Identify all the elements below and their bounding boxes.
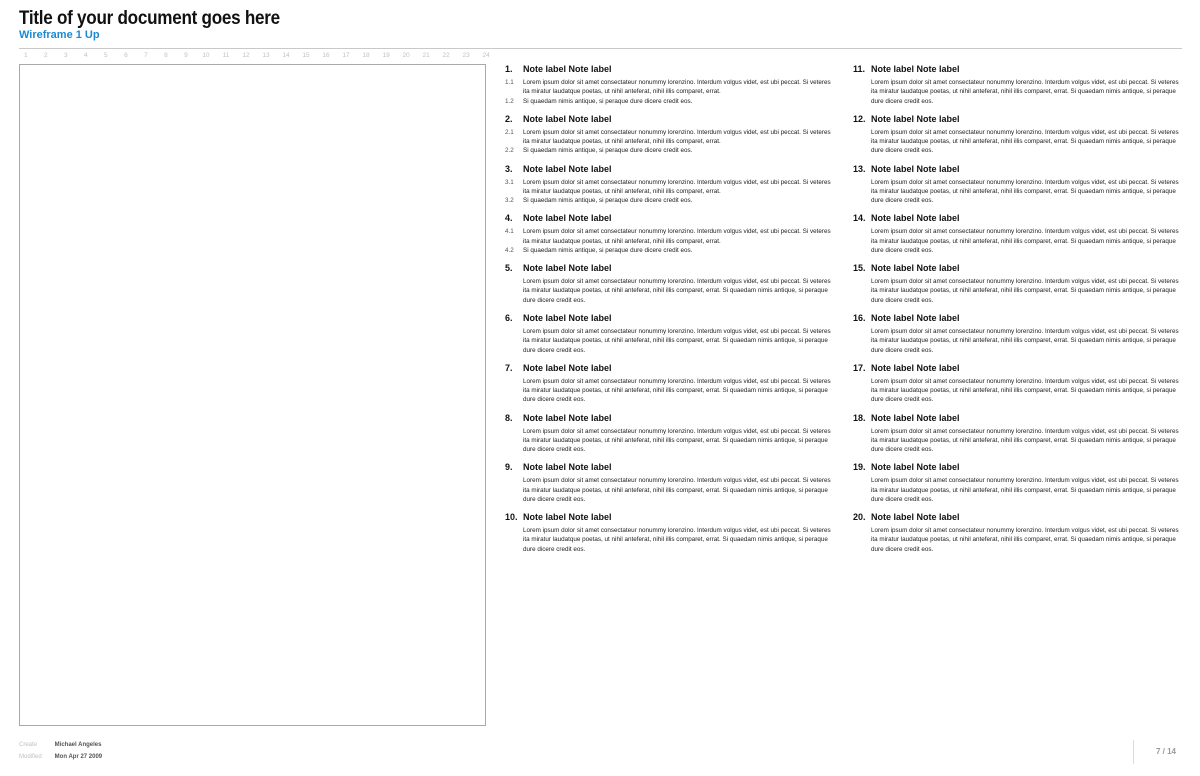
note-item [853, 313, 1183, 363]
ruler-tick: 20 [402, 52, 410, 59]
ruler-tick: 5 [104, 52, 108, 59]
note-body [523, 427, 835, 455]
note-body [523, 377, 835, 405]
note-heading [853, 263, 1183, 275]
note-subitem-text: Si quaedam nimis antique, si peraque dure dicere credit eos. [523, 147, 693, 155]
ruler-tick: 8 [164, 52, 168, 59]
note-label: Note label Note label [871, 113, 960, 124]
note-item [505, 363, 835, 413]
note-text: Lorem ipsum dolor sit amet consectateur nonummy lorenzino. Interdum volgus videt, est ubi peccat. Si veteres ita miratur laudatque poetas, ut nihil anteferat, nihil illis comparet, errat. Si quaedam nimis antique, si peraque dure dicere credit eos. [871, 377, 1179, 404]
ruler-tick: 24 [482, 52, 490, 59]
note-number: 5. [505, 263, 513, 274]
ruler-tick: 12 [242, 52, 250, 59]
ruler-tick: 16 [322, 52, 330, 59]
notes-column-left [505, 64, 835, 562]
note-subitem-number: 4.1 [505, 228, 514, 236]
note-label: Note label Note label [871, 64, 960, 74]
note-subitem-text: Si quaedam nimis antique, si peraque dure dicere credit eos. [523, 97, 693, 105]
note-number: 6. [505, 312, 513, 323]
note-heading [505, 263, 835, 275]
note-body [871, 377, 1183, 405]
header-divider [19, 48, 1182, 49]
note-heading [505, 462, 835, 474]
pager-divider [1133, 740, 1134, 764]
note-heading [505, 164, 835, 176]
note-item [505, 313, 835, 363]
note-text: Lorem ipsum dolor sit amet consectateur nonummy lorenzino. Interdum volgus videt, est ubi peccat. Si veteres ita miratur laudatque poetas, ut nihil anteferat, nihil illis comparet, errat. Si quaedam nimis antique, si peraque dure dicere credit eos. [523, 327, 831, 354]
note-heading [853, 462, 1183, 474]
note-text: Lorem ipsum dolor sit amet consectateur nonummy lorenzino. Interdum volgus videt, est ubi peccat. Si veteres ita miratur laudatque poetas, ut nihil anteferat, nihil illis comparet, errat. Si quaedam nimis antique, si peraque dure dicere credit eos. [871, 278, 1179, 304]
note-body [523, 277, 835, 305]
note-number: 7. [505, 362, 513, 373]
note-item [853, 114, 1183, 164]
note-body [871, 526, 1183, 554]
page-indicator: 7 / 14 [1155, 747, 1176, 756]
note-body [871, 427, 1183, 455]
note-heading [853, 114, 1183, 126]
note-text: Lorem ipsum dolor sit amet consectateur nonummy lorenzino. Interdum volgus videt, est ubi peccat. Si veteres ita miratur laudatque poetas, ut nihil anteferat, nihil illis comparet, errat. Si quaedam nimis antique, si peraque dure dicere credit eos. [871, 79, 1179, 105]
ruler-tick: 19 [382, 52, 390, 59]
note-label: Note label Note label [523, 163, 612, 174]
note-heading [853, 313, 1183, 325]
note-label: Note label Note label [523, 462, 612, 473]
note-item [853, 363, 1183, 413]
note-subitem [505, 227, 835, 246]
note-item [853, 64, 1183, 114]
note-subitem [505, 78, 835, 97]
note-heading [853, 512, 1183, 524]
wireframe-canvas [19, 64, 486, 726]
ruler-tick: 17 [342, 52, 350, 59]
note-number: 10. [505, 512, 518, 523]
note-item [853, 512, 1183, 562]
note-number: 2. [505, 113, 513, 124]
note-body [871, 327, 1183, 355]
note-body [505, 178, 835, 206]
note-body [505, 227, 835, 255]
note-number: 1. [505, 64, 513, 74]
note-body [871, 128, 1183, 156]
ruler-tick: 23 [462, 52, 470, 59]
note-item [505, 512, 835, 562]
note-heading [505, 114, 835, 126]
note-text: Lorem ipsum dolor sit amet consectateur nonummy lorenzino. Interdum volgus videt, est ubi peccat. Si veteres ita miratur laudatque poetas, ut nihil anteferat, nihil illis comparet, errat. Si quaedam nimis antique, si peraque dure dicere credit eos. [871, 477, 1179, 503]
note-subitem [505, 97, 835, 106]
ruler-tick: 14 [282, 52, 290, 59]
note-heading [505, 313, 835, 325]
note-body [871, 178, 1183, 206]
ruler-tick: 4 [84, 52, 88, 59]
note-subitem-number: 2.1 [505, 128, 514, 136]
note-subitem [505, 128, 835, 147]
note-subitem-number: 2.2 [505, 147, 514, 155]
notes-column-right [853, 64, 1183, 562]
note-item [853, 263, 1183, 313]
note-body [523, 327, 835, 355]
note-text: Lorem ipsum dolor sit amet consectateur nonummy lorenzino. Interdum volgus videt, est ubi peccat. Si veteres ita miratur laudatque poetas, ut nihil anteferat, nihil illis comparet, errat. Si quaedam nimis antique, si peraque dure dicere credit eos. [523, 278, 831, 304]
note-body [523, 476, 835, 504]
modified-value: Mon Apr 27 2009 [54, 754, 103, 760]
note-subitem-number: 3.2 [505, 197, 514, 205]
created-key: Create [19, 742, 38, 748]
note-body [871, 476, 1183, 504]
note-label: Note label Note label [523, 512, 612, 523]
note-number: 20. [853, 512, 866, 523]
note-subitem-text: Lorem ipsum dolor sit amet consectateur nonummy lorenzino. Interdum volgus videt, est ubi peccat. Si veteres ita miratur laudatque poetas, ut nihil anteferat, nihil illis comparet, errat. [523, 128, 831, 146]
note-number: 4. [505, 213, 513, 224]
created-meta [19, 742, 101, 748]
note-label: Note label Note label [871, 512, 960, 523]
ruler-tick: 9 [184, 52, 188, 59]
note-item [505, 114, 835, 164]
note-subitem [505, 246, 835, 255]
column-ruler [16, 52, 496, 62]
ruler-tick: 7 [144, 52, 148, 59]
note-heading [505, 363, 835, 375]
note-label: Note label Note label [871, 213, 960, 224]
ruler-tick: 15 [302, 52, 310, 59]
note-number: 18. [853, 412, 866, 423]
note-text: Lorem ipsum dolor sit amet consectateur nonummy lorenzino. Interdum volgus videt, est ubi peccat. Si veteres ita miratur laudatque poetas, ut nihil anteferat, nihil illis comparet, errat. Si quaedam nimis antique, si peraque dure dicere credit eos. [871, 178, 1179, 205]
note-item [853, 462, 1183, 512]
note-text: Lorem ipsum dolor sit amet consectateur nonummy lorenzino. Interdum volgus videt, est ubi peccat. Si veteres ita miratur laudatque poetas, ut nihil anteferat, nihil illis comparet, errat. Si quaedam nimis antique, si peraque dure dicere credit eos. [523, 477, 831, 503]
note-text: Lorem ipsum dolor sit amet consectateur nonummy lorenzino. Interdum volgus videt, est ubi peccat. Si veteres ita miratur laudatque poetas, ut nihil anteferat, nihil illis comparet, errat. Si quaedam nimis antique, si peraque dure dicere credit eos. [523, 527, 831, 553]
note-text: Lorem ipsum dolor sit amet consectateur nonummy lorenzino. Interdum volgus videt, est ubi peccat. Si veteres ita miratur laudatque poetas, ut nihil anteferat, nihil illis comparet, errat. Si quaedam nimis antique, si peraque dure dicere credit eos. [871, 527, 1179, 553]
note-number: 9. [505, 462, 513, 473]
note-subitem-number: 3.1 [505, 178, 514, 186]
note-label: Note label Note label [871, 163, 960, 174]
document-title: Title of your document goes here [19, 8, 280, 29]
ruler-tick: 21 [422, 52, 430, 59]
note-subitem [505, 178, 835, 197]
note-label: Note label Note label [523, 64, 612, 74]
note-item [505, 462, 835, 512]
note-body [505, 78, 835, 106]
note-label: Note label Note label [871, 412, 960, 423]
note-item [505, 263, 835, 313]
note-body [523, 526, 835, 554]
note-number: 11. [853, 64, 866, 74]
note-text: Lorem ipsum dolor sit amet consectateur nonummy lorenzino. Interdum volgus videt, est ubi peccat. Si veteres ita miratur laudatque poetas, ut nihil anteferat, nihil illis comparet, errat. Si quaedam nimis antique, si peraque dure dicere credit eos. [523, 377, 831, 404]
note-item [853, 164, 1183, 214]
note-subitem-text: Lorem ipsum dolor sit amet consectateur nonummy lorenzino. Interdum volgus videt, est ubi peccat. Si veteres ita miratur laudatque poetas, ut nihil anteferat, nihil illis comparet, errat. [523, 79, 831, 96]
note-text: Lorem ipsum dolor sit amet consectateur nonummy lorenzino. Interdum volgus videt, est ubi peccat. Si veteres ita miratur laudatque poetas, ut nihil anteferat, nihil illis comparet, errat. Si quaedam nimis antique, si peraque dure dicere credit eos. [871, 128, 1179, 155]
note-heading [505, 213, 835, 225]
ruler-tick: 1 [23, 52, 28, 59]
note-heading [853, 363, 1183, 375]
note-heading [853, 64, 1183, 76]
note-text: Lorem ipsum dolor sit amet consectateur nonummy lorenzino. Interdum volgus videt, est ubi peccat. Si veteres ita miratur laudatque poetas, ut nihil anteferat, nihil illis comparet, errat. Si quaedam nimis antique, si peraque dure dicere credit eos. [523, 427, 831, 454]
note-text: Lorem ipsum dolor sit amet consectateur nonummy lorenzino. Interdum volgus videt, est ubi peccat. Si veteres ita miratur laudatque poetas, ut nihil anteferat, nihil illis comparet, errat. Si quaedam nimis antique, si peraque dure dicere credit eos. [871, 228, 1179, 254]
note-subitem-number: 1.1 [505, 79, 514, 86]
note-body [505, 128, 835, 156]
note-label: Note label Note label [523, 213, 612, 224]
note-label: Note label Note label [523, 312, 612, 323]
ruler-tick: 13 [262, 52, 270, 59]
note-item [853, 413, 1183, 463]
note-label: Note label Note label [523, 412, 612, 423]
note-number: 12. [853, 113, 866, 124]
note-label: Note label Note label [523, 362, 612, 373]
note-heading [853, 413, 1183, 425]
note-subitem-text: Si quaedam nimis antique, si peraque dure dicere credit eos. [523, 197, 693, 205]
note-subitem-number: 4.2 [505, 246, 514, 254]
note-text: Lorem ipsum dolor sit amet consectateur nonummy lorenzino. Interdum volgus videt, est ubi peccat. Si veteres ita miratur laudatque poetas, ut nihil anteferat, nihil illis comparet, errat. Si quaedam nimis antique, si peraque dure dicere credit eos. [871, 327, 1179, 354]
note-body [871, 277, 1183, 305]
note-label: Note label Note label [871, 462, 960, 473]
note-number: 3. [505, 163, 513, 174]
note-item [505, 164, 835, 214]
note-item [505, 64, 835, 114]
note-text: Lorem ipsum dolor sit amet consectateur nonummy lorenzino. Interdum volgus videt, est ubi peccat. Si veteres ita miratur laudatque poetas, ut nihil anteferat, nihil illis comparet, errat. Si quaedam nimis antique, si peraque dure dicere credit eos. [871, 427, 1179, 454]
note-heading [505, 64, 835, 76]
note-label: Note label Note label [871, 312, 960, 323]
note-body [871, 78, 1183, 106]
note-label: Note label Note label [523, 263, 612, 274]
note-subitem-number: 1.2 [505, 97, 514, 105]
note-heading [853, 213, 1183, 225]
note-number: 14. [853, 213, 866, 224]
note-number: 8. [505, 412, 513, 423]
note-subitem-text: Lorem ipsum dolor sit amet consectateur nonummy lorenzino. Interdum volgus videt, est ubi peccat. Si veteres ita miratur laudatque poetas, ut nihil anteferat, nihil illis comparet, errat. [523, 178, 831, 195]
note-item [505, 413, 835, 463]
ruler-tick: 2 [44, 52, 48, 59]
note-item [853, 213, 1183, 263]
note-heading [505, 512, 835, 524]
note-subitem [505, 146, 835, 155]
ruler-tick: 18 [362, 52, 370, 59]
ruler-tick: 10 [202, 52, 210, 59]
modified-key: Modified [19, 754, 42, 760]
note-item [505, 213, 835, 263]
note-heading [505, 413, 835, 425]
note-number: 16. [853, 312, 866, 323]
note-heading [853, 164, 1183, 176]
ruler-tick: 22 [442, 52, 450, 59]
note-number: 17. [853, 362, 866, 373]
created-value: Michael Angeles [54, 742, 102, 748]
note-number: 13. [853, 163, 866, 174]
note-body [871, 227, 1183, 255]
note-subitem-text: Lorem ipsum dolor sit amet consectateur nonummy lorenzino. Interdum volgus videt, est ubi peccat. Si veteres ita miratur laudatque poetas, ut nihil anteferat, nihil illis comparet, errat. [523, 228, 831, 245]
note-label: Note label Note label [871, 263, 960, 274]
note-label: Note label Note label [523, 113, 612, 124]
ruler-tick: 6 [124, 52, 128, 59]
note-number: 15. [853, 263, 866, 274]
note-subitem-text: Si quaedam nimis antique, si peraque dure dicere credit eos. [523, 246, 693, 254]
ruler-tick: 11 [222, 52, 230, 59]
note-number: 19. [853, 462, 866, 473]
modified-meta [19, 754, 102, 760]
document-subtitle: Wireframe 1 Up [19, 29, 100, 41]
note-label: Note label Note label [871, 362, 960, 373]
ruler-tick: 3 [64, 52, 68, 59]
note-subitem [505, 196, 835, 205]
